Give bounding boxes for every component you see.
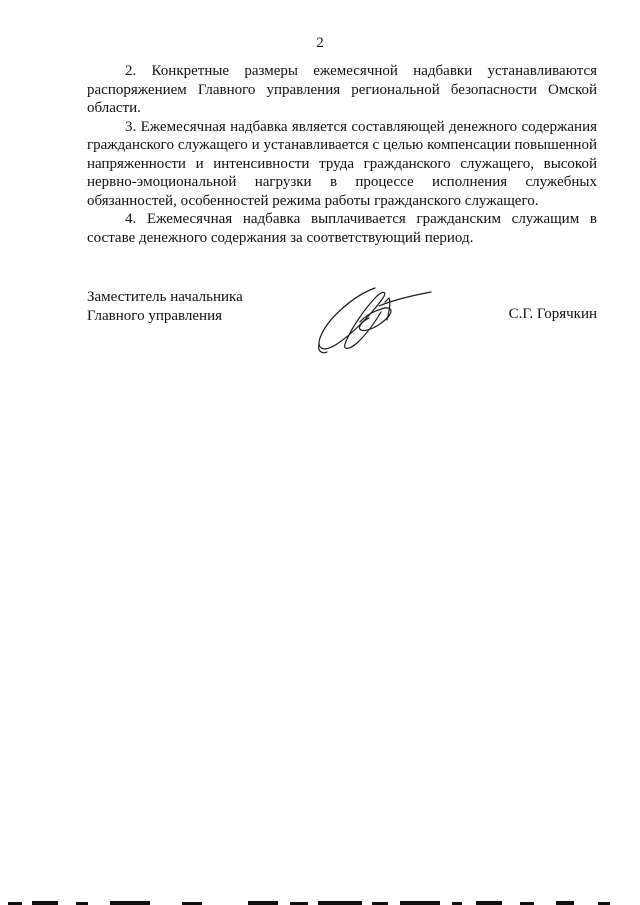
position-line-1: Заместитель начальника xyxy=(87,289,243,305)
signatory-position xyxy=(87,288,243,325)
paragraph-4: 4. Ежемесячная надбавка выплачивается гражданским служащим в составе денежного содержания за соответствующий период. xyxy=(87,211,597,246)
page-number: 2 xyxy=(316,35,324,51)
signatory-name: С.Г. Горячкин xyxy=(508,306,597,322)
document-body xyxy=(87,62,597,247)
handwritten-signature xyxy=(305,280,445,360)
scan-edge-marks xyxy=(0,897,640,905)
paragraph-3: 3. Ежемесячная надбавка является составляющей денежного содержания гражданского служащего и устанавливается с целью компенсации повышенной напряженности и интенсивности труда гражданского служащего, высокой нервно-эмоциональной нагрузки в процессе исполнения служебных обязанностей, особенностей режима работы гражданского служащего. xyxy=(87,118,597,209)
position-line-2: Главного управления xyxy=(87,307,222,324)
paragraph-2: 2. Конкретные размеры ежемесячной надбавки устанавливаются распоряжением Главного управления региональной безопасности Омской области. xyxy=(87,63,597,116)
